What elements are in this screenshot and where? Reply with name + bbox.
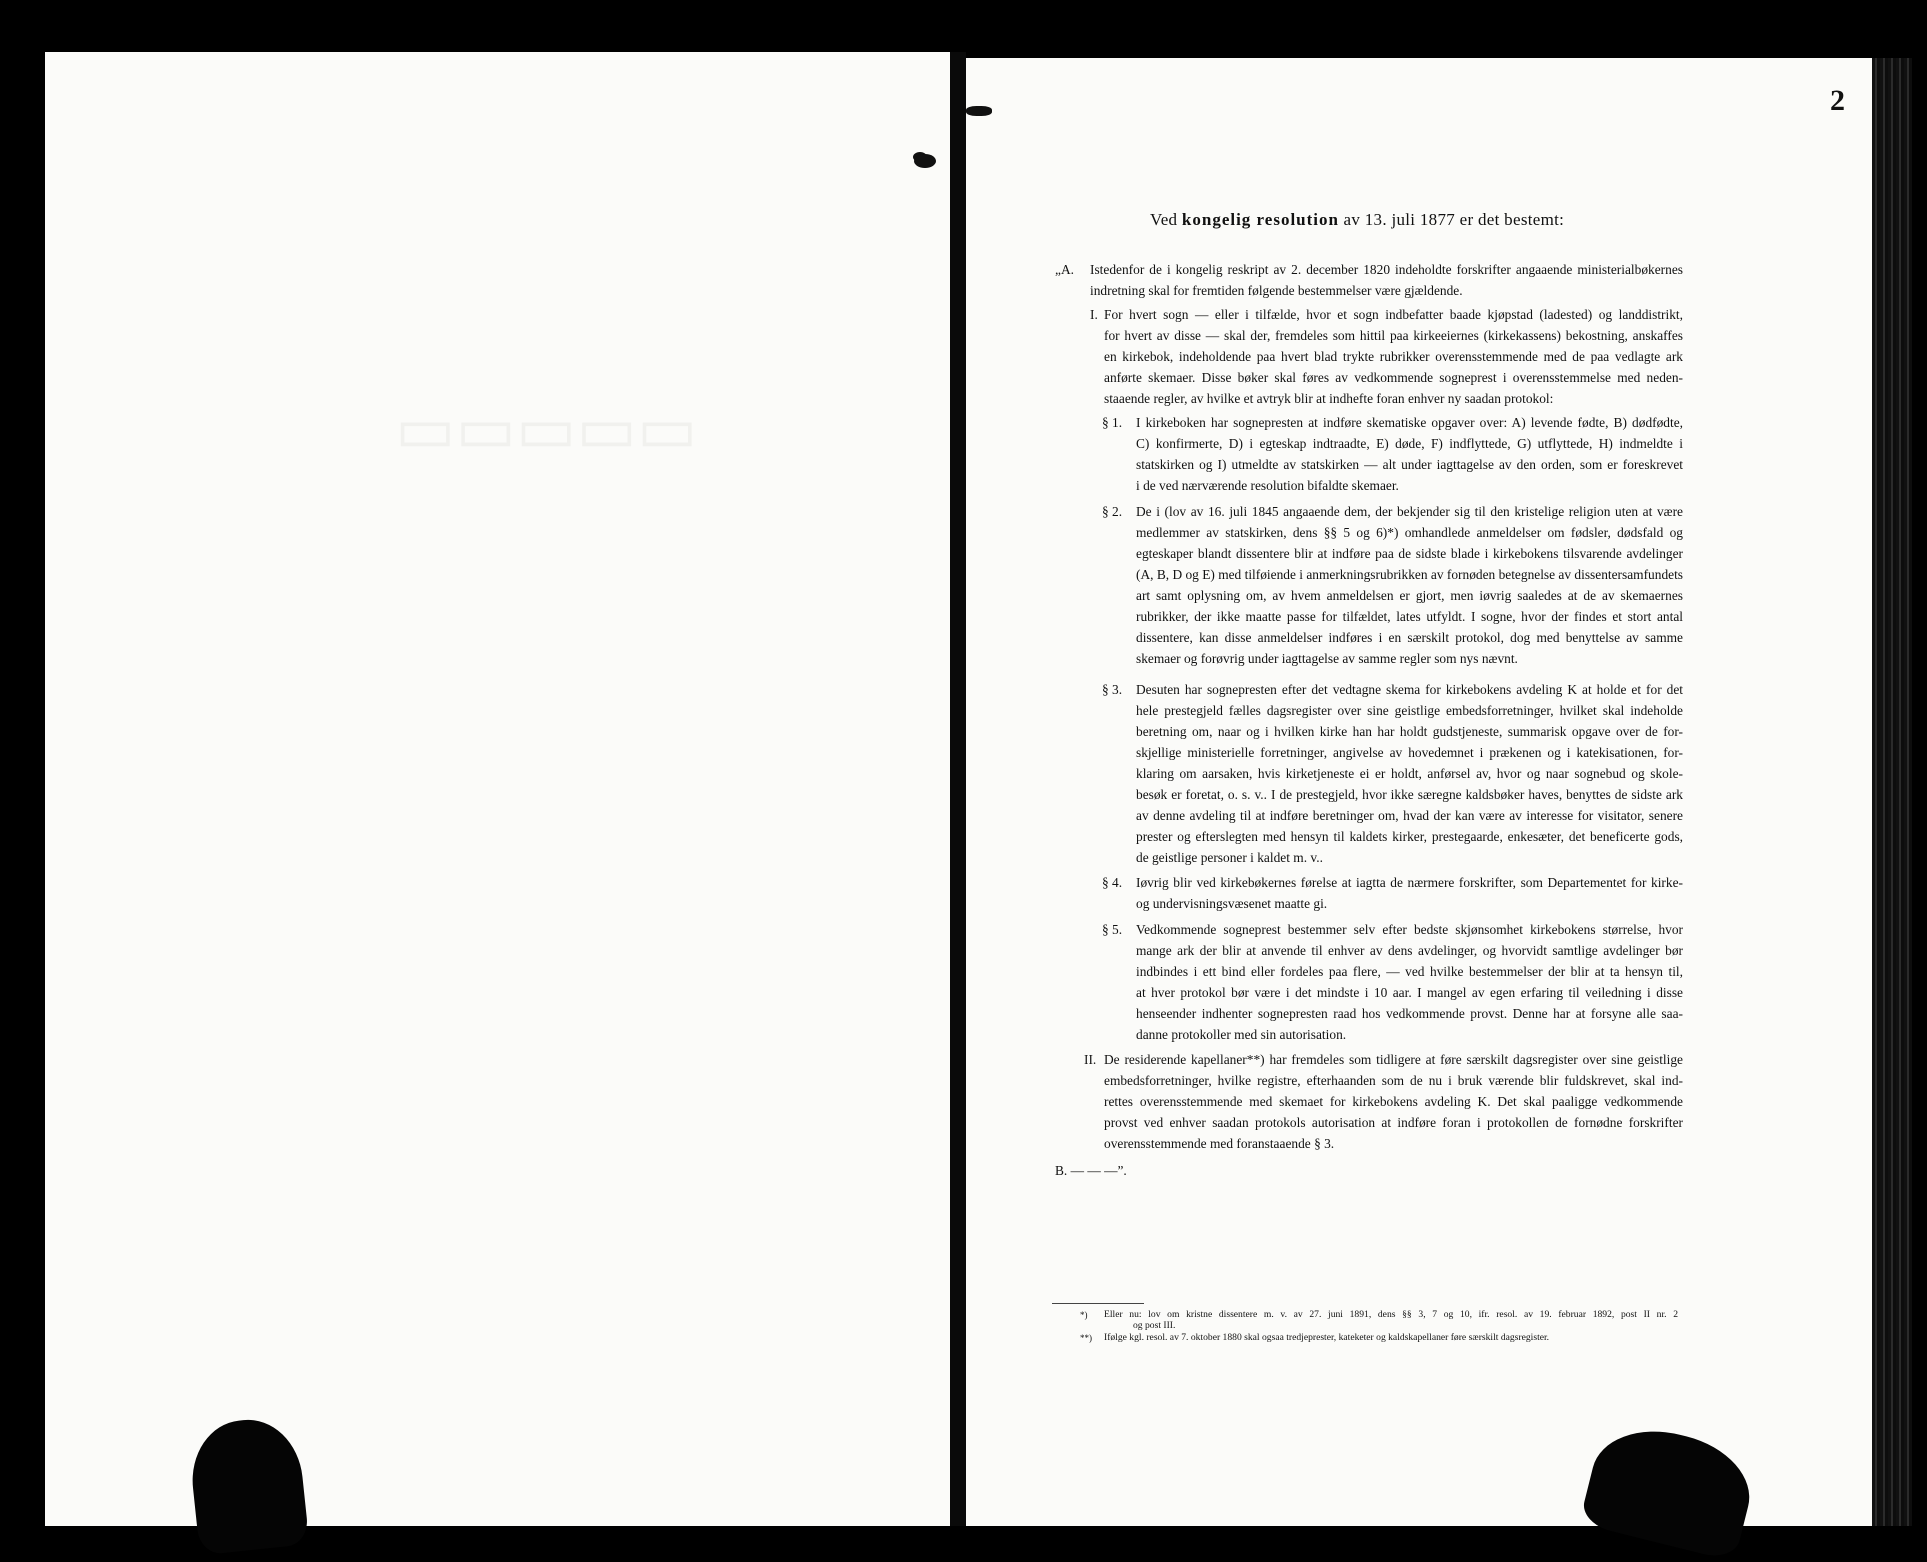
footnote-rule xyxy=(1052,1303,1144,1304)
text-line: at hver protokol bør være i det mindste i 10 aar. I mangel av egen erfaring til veiledning i disse xyxy=(1136,985,1683,1000)
text-line: dissentere, kan disse anmeldelser indføres i en særskilt protokol, dog med benyttelse av samme xyxy=(1136,630,1683,645)
page-number: 2 xyxy=(1830,84,1845,117)
text-line: I kirkeboken har sognepresten at indføre skematiske opgaver over: A) levende fødte, B) dødfødte, xyxy=(1136,415,1683,430)
footnote-mark: **) xyxy=(1080,1333,1092,1343)
text-line: en kirkebok, indeholdende paa hvert blad trykte rubrikker overensstemmende med de paa vedlagte ark xyxy=(1104,349,1683,364)
text-line: Iøvrig blir ved kirkebøkernes førelse at iagtta de nærmere forskrifter, som Departementet for kirke- xyxy=(1136,875,1683,890)
text-line: C) konfirmerte, D) i egteskap indtraadte, E) døde, F) indflyttede, G) utflyttede, H) indmeldte i xyxy=(1136,436,1683,451)
text-line: Istedenfor de i kongelig reskript av 2. december 1820 indeholdte forskrifter angaaende ministerialbøkernes xyxy=(1090,262,1683,277)
text-line: indretning skal for fremtiden følgende bestemmelser være gjældende. xyxy=(1090,283,1463,298)
footnote-line: Ifølge kgl. resol. av 7. oktober 1880 skal ogsaa tredjeprester, kateketer og kaldskapellaner føre særskilt dagsregister. xyxy=(1104,1332,1550,1343)
text-line: provst ved enhver saadan protokols autorisation at indføre foran i protokollen de fornødne forskrifter xyxy=(1104,1115,1683,1130)
left-page-blank xyxy=(45,52,950,1526)
text-line: (A, B, D og E) med tilføiende i anmerkningsrubrikken av fornøden betegnelse av dissentersamfundets xyxy=(1136,567,1684,582)
part-i-marker: I. xyxy=(1090,307,1098,322)
section-b: B. — — —”. xyxy=(1055,1163,1127,1178)
heading-pre: Ved xyxy=(1150,210,1178,229)
paragraph-2-marker: § 2. xyxy=(1102,504,1123,519)
text-line: embedsforretninger, hvilke registre, efterhaanden som de nu i bruk værende blir fuldskrevet, skal ind- xyxy=(1104,1073,1683,1088)
heading-bold: kongelig resolution xyxy=(1181,210,1339,229)
footnote-line: Eller nu: lov om kristne dissentere m. v. av 27. juni 1891, dens §§ 3, 7 og 10, ifr. resol. av 19. februar 1892, post II nr. 2 xyxy=(1104,1309,1678,1320)
text-line: hele prestegjeld fælles dagsregister over sine geistlige embedsforretninger, hvilket skal indeholde xyxy=(1136,703,1683,718)
text-line: i de ved nærværende resolution bifaldte skemaer. xyxy=(1136,478,1399,493)
text-line: prester og efterslegten med hensyn til kaldets kirker, prestegaarde, enkesæter, det beneficerte gods, xyxy=(1136,829,1683,844)
heading-post: av 13. juli 1877 er det bestemt: xyxy=(1343,210,1565,229)
text-line: besøk er foretat, o. s. v.. I de prestegjeld, hvor ikke særegne kaldsbøker haves, benyttes de sidste ark xyxy=(1136,787,1683,802)
left-thumb xyxy=(187,1415,310,1556)
page-heading xyxy=(1150,210,1750,230)
text-line: skemaer og forøvrig under iagttagelse av samme regler som nys nævnt. xyxy=(1136,651,1518,666)
book-gutter xyxy=(950,52,966,1526)
text-line: statskirken og I) utmeldte av statskirken — alt under iagttagelse av den orden, som er foreskrevet xyxy=(1136,457,1683,472)
part-ii-marker: II. xyxy=(1084,1052,1097,1067)
section-a-marker: „A. xyxy=(1055,262,1074,277)
footnote-mark: *) xyxy=(1080,1310,1088,1320)
text-line: For hvert sogn — eller i tilfælde, hvor et sogn indbefatter baade kjøpstad (ladested) og landdistrikt, xyxy=(1104,307,1683,322)
text-line: og undervisningsvæsenet maatte gi. xyxy=(1136,896,1328,911)
ink-spot xyxy=(966,106,992,116)
text-line: egteskaper blandt dissentere blir at indføre paa de sidste blade i kirkebokens tilsvarende avdelinger xyxy=(1136,546,1683,561)
paragraph-1-marker: § 1. xyxy=(1102,415,1123,430)
text-line: rettes overensstemmende med skemaet for kirkebokens avdeling K. Det skal paaligge vedkommende xyxy=(1104,1094,1683,1109)
text-line: art samt oplysning om, av hvem anmeldelsen er gjort, men iøvrig saaledes at de av skemaernes xyxy=(1136,588,1683,603)
text-line: Desuten har sognepresten efter det vedtagne skema for kirkebokens avdeling K at holde et for det xyxy=(1136,682,1683,697)
text-line: medlemmer av statskirken, dens §§ 5 og 6)*) omhandlede anmeldelser om fødsler, dødsfald og xyxy=(1136,525,1683,540)
bleed-through-ghost: ▭▭▭▭▭ xyxy=(395,393,698,465)
text-line: mange ark der blir at anvende til enhver av dens avdelinger, og hvorvidt samtlige avdelinger bør xyxy=(1136,943,1683,958)
text-line: De residerende kapellaner**) har fremdeles som tidligere at føre særskilt dagsregister over sine geistlige xyxy=(1104,1052,1683,1067)
text-line: skjellige ministerielle forretninger, angivelse av hovedemnet i prækenen og i katekisationen, for- xyxy=(1136,745,1683,760)
paragraph-4-marker: § 4. xyxy=(1102,875,1123,890)
text-line: for hvert av disse — skal der, fremdeles som hittil paa kirkeeiernes (kirkekassens) bekostning, anskaffes xyxy=(1104,328,1683,343)
text-line: Vedkommende sogneprest bestemmer selv efter bedste skjønsomhet kirkebokens størrelse, hvor xyxy=(1136,922,1683,937)
text-line: de geistlige personer i kaldet m. v.. xyxy=(1136,850,1323,865)
text-line: staaende regler, av hvilke et avtryk blir at indhefte foran enhver ny saadan protokol: xyxy=(1104,391,1554,406)
text-line: beretning om, naar og i hvilken kirke han har holdt gudstjeneste, summarisk opgave over de for- xyxy=(1136,724,1683,739)
page-edges xyxy=(1872,58,1912,1526)
paragraph-5-marker: § 5. xyxy=(1102,922,1123,937)
text-line: anførte skemaer. Disse bøker skal føres av vedkommende sogneprest i overensstemmelse med neden- xyxy=(1104,370,1683,385)
text-line: rubrikker, der ikke maatte passe for tilfældet, lates utfyldt. I sogne, hvor der findes et stort antal xyxy=(1136,609,1683,624)
text-line: danne protokoller med sin autorisation. xyxy=(1136,1027,1347,1042)
ink-spot-left xyxy=(914,154,936,168)
text-line: av denne avdeling til at indføre beretninger om, hvad der kan være av interesse for visitator, senere xyxy=(1136,808,1683,823)
footnote-line: og post III. xyxy=(1133,1320,1176,1331)
text-line: overensstemmende med foranstaaende § 3. xyxy=(1104,1136,1335,1151)
text-line: klaring om aarsaken, hvis kirketjeneste ei er holdt, anførsel av, hvor og naar sognebud og skole- xyxy=(1136,766,1683,781)
text-line: henseender indhenter sognepresten raad hos vedkommende provst. Denne har at forsyne alle saa- xyxy=(1136,1006,1683,1021)
text-line: De i (lov av 16. juli 1845 angaaende dem, der bekjender sig til den kristelige religion uten at være xyxy=(1136,504,1683,519)
right-thumb xyxy=(1579,1416,1761,1561)
paragraph-3-marker: § 3. xyxy=(1102,682,1123,697)
text-line: indbindes i ett bind eller fordeles paa flere, — ved hvilke bestemmelser der blir at ta hensyn til, xyxy=(1136,964,1683,979)
